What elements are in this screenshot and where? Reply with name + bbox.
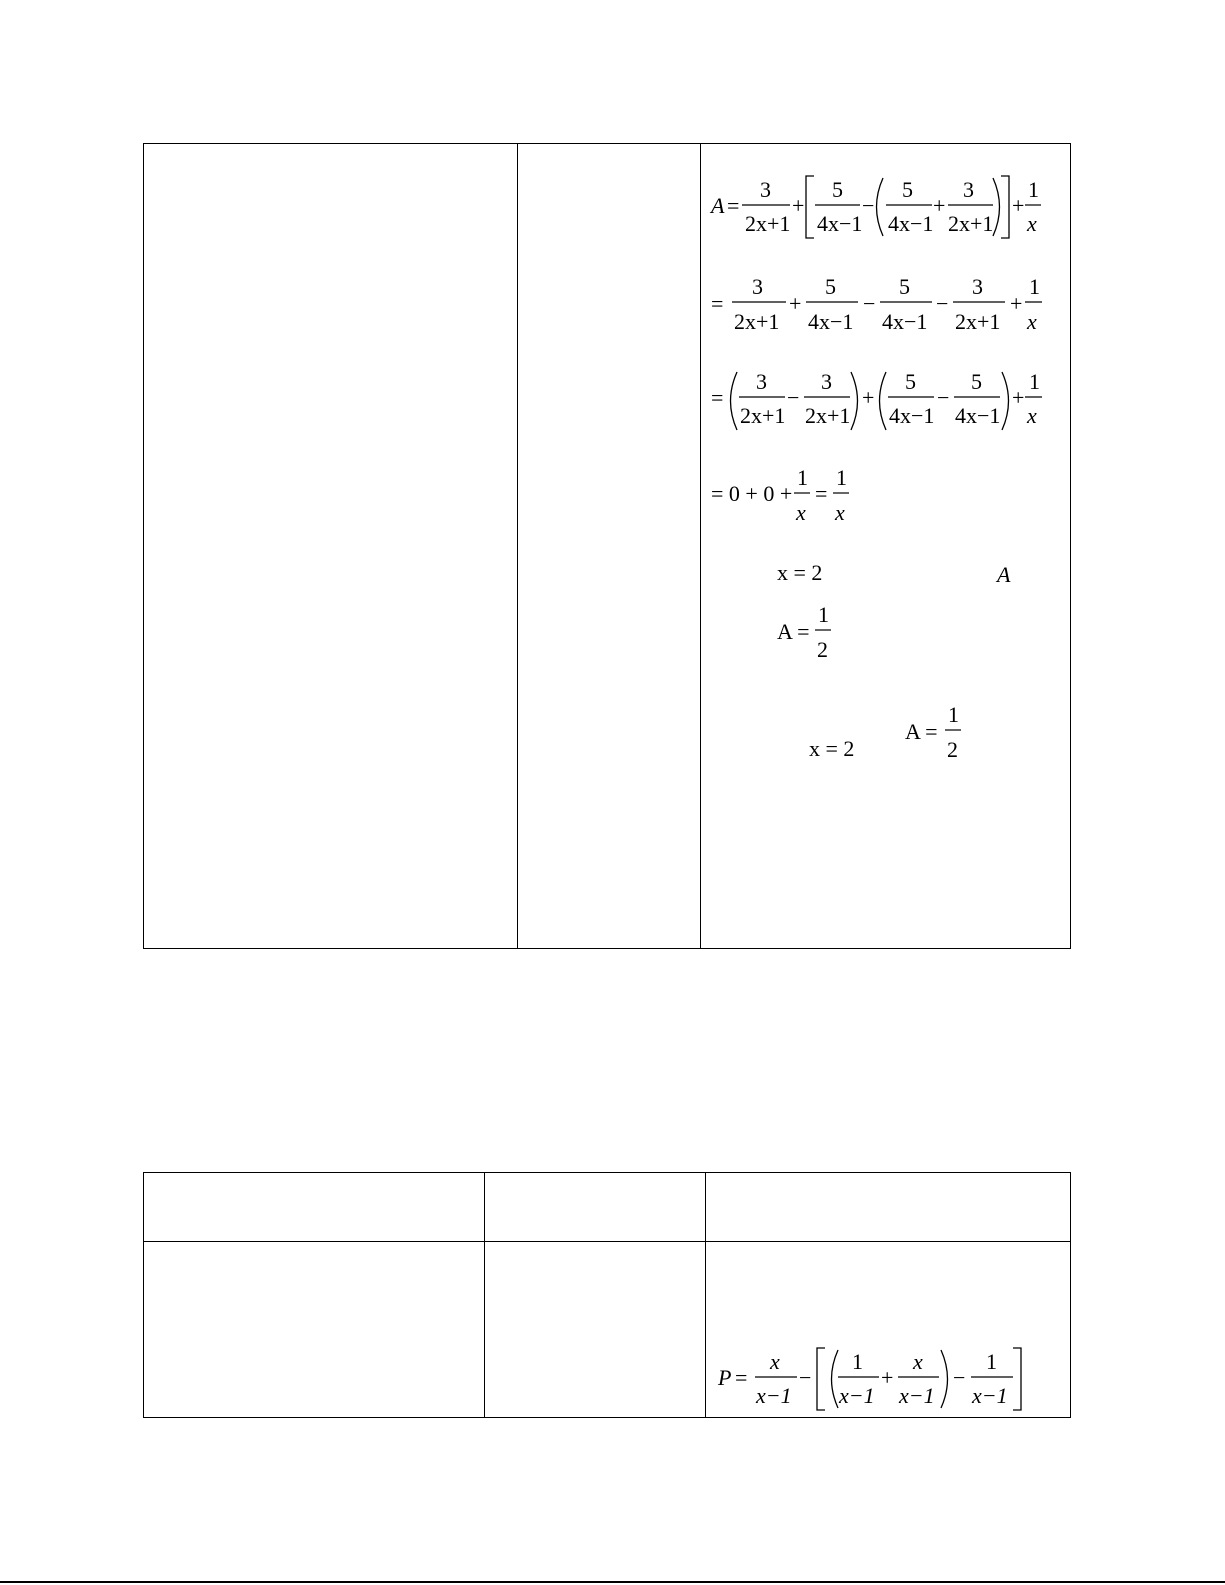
fraction-denominator: x−1 bbox=[899, 1383, 935, 1408]
conclusion-A-equals: A = bbox=[905, 719, 938, 744]
x-equals-2: x = 2 bbox=[777, 560, 823, 585]
fraction-denominator: 2x+1 bbox=[734, 309, 780, 334]
fraction-denominator: 4x−1 bbox=[955, 403, 1001, 428]
fraction-denominator: x bbox=[1027, 403, 1037, 428]
fraction-denominator: 2 bbox=[947, 737, 958, 762]
fraction-numerator: 3 bbox=[760, 177, 771, 202]
operator: + bbox=[1012, 385, 1025, 410]
fraction-denominator: 2x+1 bbox=[948, 211, 994, 236]
equals-sign: = bbox=[711, 385, 724, 410]
fraction-denominator: x−1 bbox=[839, 1383, 875, 1408]
fraction-denominator: 4x−1 bbox=[882, 309, 928, 334]
fraction-numerator: 5 bbox=[902, 177, 913, 202]
left-bracket bbox=[817, 1348, 825, 1410]
fraction-denominator: x−1 bbox=[756, 1383, 792, 1408]
fraction-denominator: 2x+1 bbox=[745, 211, 791, 236]
fraction-numerator: 1 bbox=[818, 602, 829, 627]
right-paren bbox=[941, 1350, 948, 1408]
plus-sign: + bbox=[792, 193, 805, 218]
operator: + bbox=[1010, 291, 1023, 316]
fraction-numerator: 1 bbox=[1028, 177, 1039, 202]
fraction-numerator: 1 bbox=[852, 1349, 863, 1374]
fraction-numerator: x bbox=[770, 1349, 780, 1374]
fraction-numerator: 1 bbox=[1029, 274, 1040, 299]
fraction-denominator: 4x−1 bbox=[889, 403, 935, 428]
equals-sign: = bbox=[815, 481, 828, 506]
left-paren bbox=[832, 1350, 839, 1408]
fraction-denominator: x bbox=[796, 500, 806, 525]
fraction-numerator: 5 bbox=[971, 369, 982, 394]
fraction-numerator: 3 bbox=[963, 177, 974, 202]
operator: − bbox=[936, 291, 949, 316]
fraction-numerator: 3 bbox=[972, 274, 983, 299]
fraction-denominator: 4x−1 bbox=[808, 309, 854, 334]
fraction-numerator: 1 bbox=[1029, 369, 1040, 394]
fraction-numerator: 1 bbox=[797, 465, 808, 490]
fraction-numerator: 3 bbox=[821, 369, 832, 394]
fraction-denominator: 2x+1 bbox=[955, 309, 1001, 334]
fraction-numerator: 5 bbox=[905, 369, 916, 394]
fraction-numerator: 1 bbox=[836, 465, 847, 490]
plus-sign: + bbox=[881, 1365, 894, 1390]
conclusion-x-equals-2: x = 2 bbox=[809, 736, 855, 761]
plus-sign: + bbox=[1012, 193, 1025, 218]
fraction-numerator: 5 bbox=[825, 274, 836, 299]
fraction-numerator: 3 bbox=[752, 274, 763, 299]
fraction-numerator: 1 bbox=[948, 702, 959, 727]
plus-sign: + bbox=[933, 193, 946, 218]
fraction-denominator: x bbox=[835, 500, 845, 525]
equation-prefix: = 0 + 0 + bbox=[711, 481, 793, 506]
fraction-numerator: 3 bbox=[756, 369, 767, 394]
minus-sign: − bbox=[953, 1365, 966, 1390]
fraction-denominator: 2x+1 bbox=[805, 403, 851, 428]
fraction-denominator: 2 bbox=[817, 637, 828, 662]
variable-A: A bbox=[711, 193, 725, 218]
operator: + bbox=[789, 291, 802, 316]
fraction-denominator: x bbox=[1027, 211, 1037, 236]
page-bottom-rule bbox=[0, 1581, 1225, 1583]
equals-sign: = bbox=[711, 291, 724, 316]
A-equals: A = bbox=[777, 619, 810, 644]
operator: + bbox=[862, 385, 875, 410]
variable-A: A bbox=[997, 562, 1011, 587]
fraction-denominator: 4x−1 bbox=[888, 211, 934, 236]
fraction-numerator: x bbox=[913, 1349, 923, 1374]
fraction-denominator: 2x+1 bbox=[740, 403, 786, 428]
fraction-denominator: x−1 bbox=[972, 1383, 1008, 1408]
fraction-numerator: 1 bbox=[986, 1349, 997, 1374]
fraction-numerator: 5 bbox=[832, 177, 843, 202]
operator: − bbox=[937, 385, 950, 410]
fraction-numerator: 5 bbox=[899, 274, 910, 299]
fraction-denominator: x bbox=[1027, 309, 1037, 334]
operator: − bbox=[787, 385, 800, 410]
operator: − bbox=[863, 291, 876, 316]
minus-sign: − bbox=[799, 1365, 812, 1390]
equals-sign: = bbox=[727, 193, 740, 218]
right-bracket bbox=[1013, 1348, 1021, 1410]
minus-sign: − bbox=[862, 193, 875, 218]
equals-sign: = bbox=[735, 1365, 748, 1390]
variable-P: P bbox=[718, 1365, 732, 1390]
fraction-denominator: 4x−1 bbox=[817, 211, 863, 236]
